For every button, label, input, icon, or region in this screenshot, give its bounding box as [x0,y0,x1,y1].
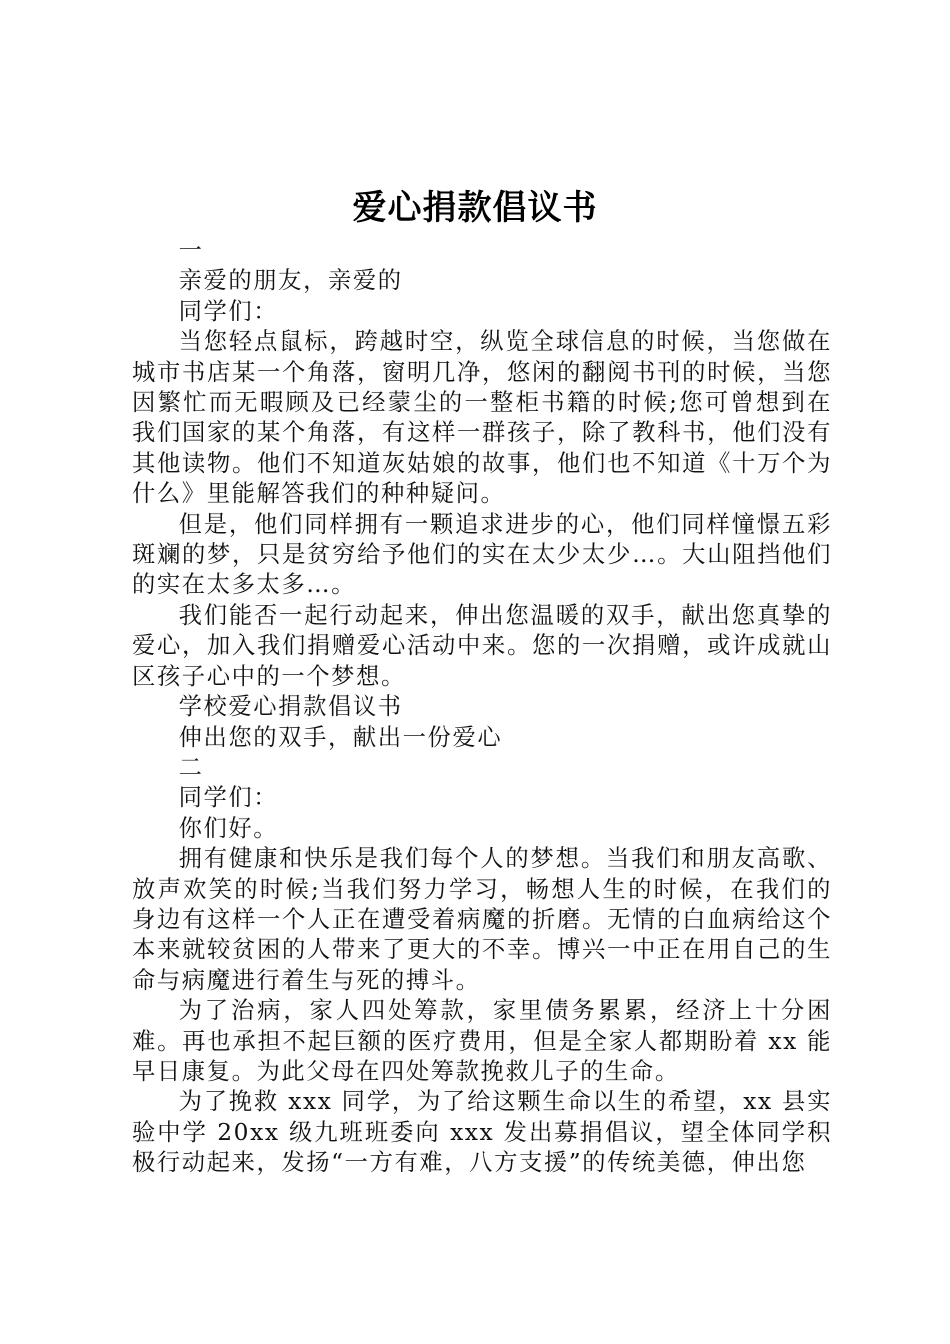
document-title: 爱心捐款倡议书 [352,188,598,228]
section-number-two: 二 [178,753,204,781]
section-number-one: 一 [178,237,204,264]
salutation-friends: 亲爱的朋友，亲爱的 [178,267,403,295]
salutation-classmates: 同学们： [178,297,279,325]
body-paragraph: 我们能否一起行动起来，伸出您温暖的双手，献出您真挚的爱心，加入我们捐赠爱心活动中来。您的一次捐赠，或许成就山区孩子心中的一个梦想。 [132,601,832,690]
salutation-classmates: 同学们： [178,784,279,812]
section-heading: 学校爱心捐款倡议书 [178,693,403,721]
document-body [132,236,832,1179]
section-slogan: 伸出您的双手，献出一份爱心 [178,723,503,751]
body-paragraph: 当您轻点鼠标，跨越时空，纵览全球信息的时候，当您做在城市书店某一个角落，窗明几净，悠闲的翻阅书刊的时候，当您因繁忙而无暇顾及已经蒙尘的一整柜书籍的时候;您可曾想到在我们国家的某个角落，有这样一群孩子，除了教科书，他们没有其他读物。他们不知道灰姑娘的故事，他们也不知道《十万个为什么》里能解答我们的种种疑问。 [132,328,832,508]
greeting: 你们好。 [178,814,279,842]
body-paragraph: 为了治病，家人四处筹款，家里债务累累，经济上十分困难。再也承担不起巨额的医疗费用，但是全家人都期盼着 xx 能早日康复。为此父母在四处筹款挽救儿子的生命。 [132,997,832,1085]
body-paragraph: 拥有健康和快乐是我们每个人的梦想。当我们和朋友高歌、放声欢笑的时候;当我们努力学习，畅想人生的时候，在我们的身边有这样一个人正在遭受着病魔的折磨。无情的白血病给这个本来就较贫困的人带来了更大的不幸。博兴一中正在用自己的生命与病魔进行着生与死的搏斗。 [132,845,832,994]
body-paragraph: 但是，他们同样拥有一颗追求进步的心，他们同样憧憬五彩斑斓的梦，只是贫穷给予他们的实在太少太少…。大山阻挡他们的实在太多太多…。 [132,510,832,599]
body-paragraph: 为了挽救 xxx 同学，为了给这颗生命以生的希望，xx 县实验中学 20xx 级九班班委向 xxx 发出募捐倡议，望全体同学积极行动起来，发扬“一方有难，八方支援”的传统美德，伸出您 [132,1088,832,1177]
